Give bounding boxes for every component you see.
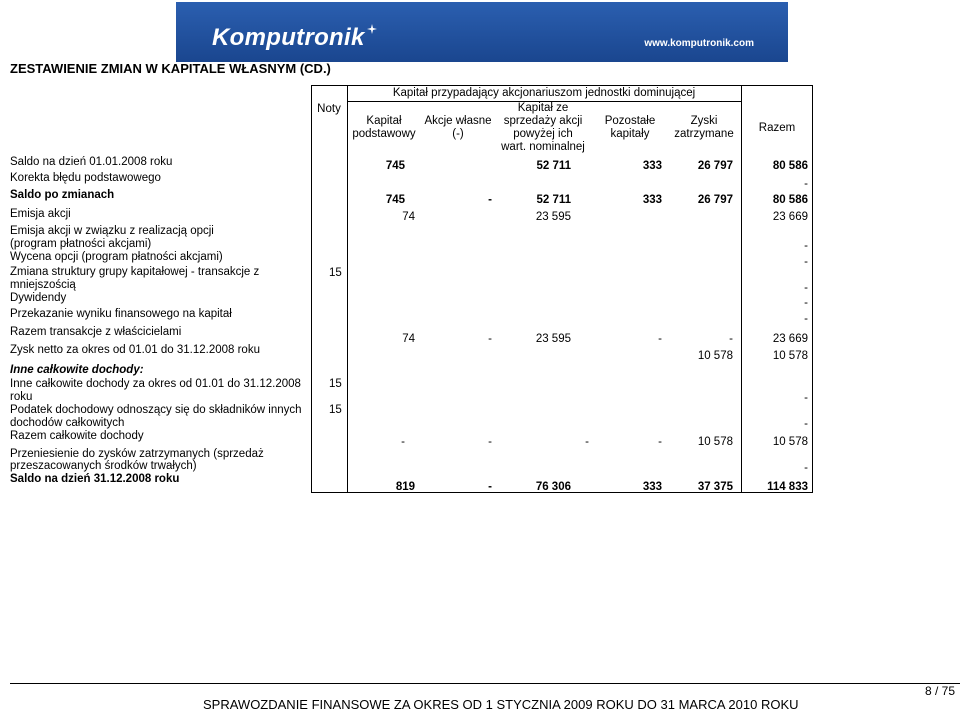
cell-note: 15 <box>329 378 342 390</box>
cell-zyski-zatrzymane: 37 375 <box>697 481 733 493</box>
column-divider-razem <box>741 85 742 493</box>
row-label: Zmiana struktury grupy kapitałowej - transakcje z <box>10 266 260 278</box>
row-label: Zysk netto za okres od 01.01 do 31.12.2008 roku <box>10 344 260 356</box>
cell-razem: - <box>804 462 808 474</box>
cell-zyski-zatrzymane: 10 578 <box>697 436 733 448</box>
cell-razem: 10 578 <box>772 436 808 448</box>
row-label: Saldo na dzień 31.12.2008 roku <box>10 473 180 485</box>
header-noty: Noty <box>317 103 341 115</box>
header-akcje-wlasne: Akcje własne (-) <box>424 115 492 140</box>
cell-zyski-zatrzymane: 10 578 <box>697 350 733 362</box>
row-label: Saldo na dzień 01.01.2008 roku <box>10 156 173 168</box>
cell-razem: 80 586 <box>772 194 808 206</box>
cell-kapital-podstawowy: 819 <box>395 481 415 493</box>
cell-razem: 23 669 <box>772 333 808 345</box>
cell-razem: - <box>804 392 808 404</box>
row-label-cont: (program płatności akcjami) <box>10 238 152 250</box>
cell-razem: - <box>804 313 808 325</box>
row-label: Dywidendy <box>10 292 67 304</box>
cell-zyski-zatrzymane: 26 797 <box>697 160 733 172</box>
cell-kapital-podstawowy: 745 <box>385 160 405 172</box>
row-label: Saldo po zmianach <box>10 189 115 201</box>
column-divider-noty <box>347 85 348 493</box>
cell-razem: 23 669 <box>772 211 808 223</box>
cell-razem: - <box>804 297 808 309</box>
row-label: Przeniesienie do zysków zatrzymanych (sprzedaż <box>10 448 264 460</box>
cell-pozostale-kapitaly: - <box>658 333 662 345</box>
table-left-border <box>311 85 312 493</box>
cell-razem: 114 833 <box>767 481 808 493</box>
header-zyski-zatrzymane: Zyski zatrzymane <box>674 115 734 140</box>
row-label-cont: dochodów całkowitych <box>10 417 125 429</box>
cell-kapital-ze-sprzedazy: - <box>585 436 589 448</box>
brand-logo: Komputronik <box>212 24 365 51</box>
row-label-cont: roku <box>10 391 33 403</box>
cell-kapital-ze-sprzedazy: 52 711 <box>536 160 571 172</box>
cell-kapital-podstawowy: - <box>401 436 405 448</box>
cell-zyski-zatrzymane: 26 797 <box>697 194 733 206</box>
row-label: Inne całkowite dochody za okres od 01.01 do 31.12.2008 <box>10 378 301 390</box>
row-label: Podatek dochodowy odnoszący się do składników innych <box>10 404 302 416</box>
cell-kapital-ze-sprzedazy: 76 306 <box>535 481 571 493</box>
header-razem: Razem <box>758 122 796 134</box>
row-label-cont: mniejszością <box>10 279 76 291</box>
cell-razem: - <box>804 282 808 294</box>
cell-kapital-podstawowy: 745 <box>385 194 405 206</box>
cell-kapital-ze-sprzedazy: 23 595 <box>535 333 571 345</box>
header-group: Kapitał przypadający akcjonariuszom jednostki dominującej <box>392 87 696 99</box>
footer-rule <box>10 683 960 684</box>
row-label: Przekazanie wyniku finansowego na kapitał <box>10 308 232 320</box>
cell-razem: 80 586 <box>772 160 808 172</box>
row-label: Korekta błędu podstawowego <box>10 172 161 184</box>
cell-note: 15 <box>329 267 342 279</box>
row-label: Emisja akcji <box>10 208 71 220</box>
cell-razem: - <box>804 418 808 430</box>
cell-pozostale-kapitaly: 333 <box>642 194 662 206</box>
cell-pozostale-kapitaly: - <box>658 436 662 448</box>
cell-kapital-podstawowy: 74 <box>402 211 415 223</box>
page-number: 8 / 75 <box>924 684 955 698</box>
cell-razem: - <box>804 178 808 190</box>
site-url: www.komputronik.com <box>644 38 754 49</box>
row-label: Razem całkowite dochody <box>10 430 144 442</box>
cell-akcje-wlasne: - <box>488 333 492 345</box>
header-pozostale-kapitaly: Pozostałe kapitały <box>604 115 656 140</box>
cell-razem: - <box>804 256 808 268</box>
cell-zyski-zatrzymane: - <box>729 333 733 345</box>
header-banner <box>176 2 788 62</box>
cell-note: 15 <box>329 404 342 416</box>
row-label: Emisja akcji w związku z realizacją opcji <box>10 225 214 237</box>
cell-kapital-ze-sprzedazy: 23 595 <box>535 211 571 223</box>
row-label: Wycena opcji (program płatności akcjami) <box>10 251 223 263</box>
cell-pozostale-kapitaly: 333 <box>642 160 662 172</box>
cell-kapital-podstawowy: 74 <box>402 333 415 345</box>
cell-pozostale-kapitaly: 333 <box>642 481 662 493</box>
cell-akcje-wlasne: - <box>488 194 492 206</box>
header-kapital-podstawowy: Kapitał podstawowy <box>352 115 416 140</box>
cell-razem: 10 578 <box>772 350 808 362</box>
cell-akcje-wlasne: - <box>488 481 492 493</box>
row-label: Razem transakcje z właścicielami <box>10 326 182 338</box>
logo-star-icon <box>367 24 377 34</box>
cell-akcje-wlasne: - <box>488 436 492 448</box>
table-top-border <box>311 85 813 86</box>
table-right-border <box>812 85 813 493</box>
footer-title: SPRAWOZDANIE FINANSOWE ZA OKRES OD 1 STYCZNIA 2009 ROKU DO 31 MARCA 2010 ROKU <box>203 697 799 712</box>
cell-razem: - <box>804 240 808 252</box>
section-heading: Inne całkowite dochody: <box>10 364 144 376</box>
row-label-cont: przeszacowanych środków trwałych) <box>10 460 197 472</box>
cell-kapital-ze-sprzedazy: 52 711 <box>536 194 571 206</box>
header-kapital-ze-sprzedazy: Kapitał ze sprzedaży akcji powyżej ich wart. nominalnej <box>501 102 585 153</box>
document-title: ZESTAWIENIE ZMIAN W KAPITALE WŁASNYM (CD.) <box>10 61 331 76</box>
